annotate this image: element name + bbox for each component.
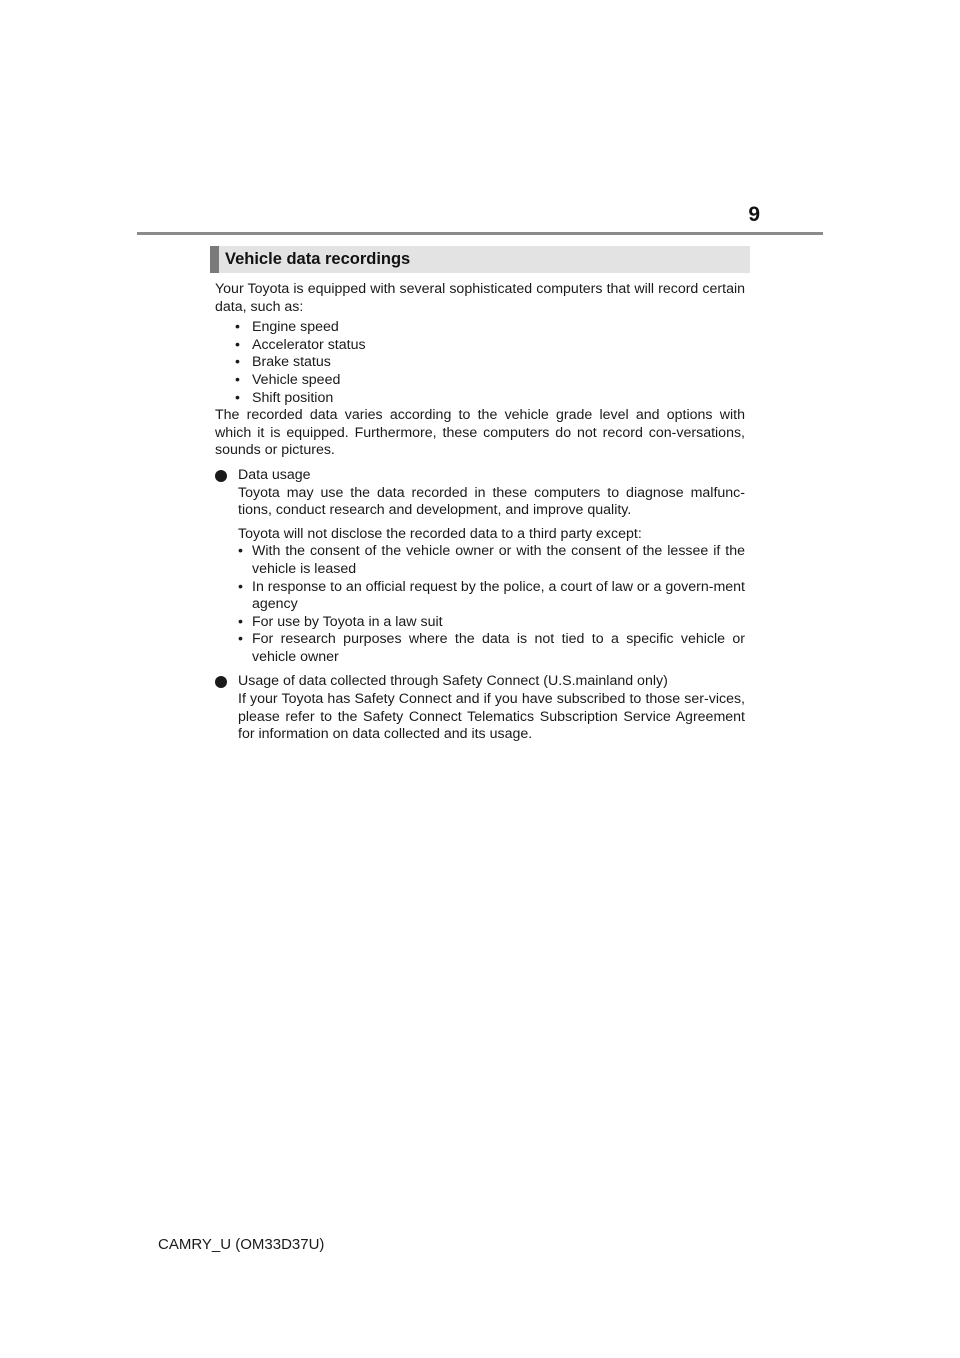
header-rule bbox=[137, 232, 823, 235]
footer-code: CAMRY_U (OM33D37U) bbox=[158, 1236, 325, 1253]
list-item: • Shift position bbox=[235, 390, 745, 408]
bullet-circle-icon bbox=[215, 676, 227, 688]
varies-paragraph: The recorded data varies according to the vehicle grade level and options with which it is equipped. Furthermore, these computers do not record con-versations, sounds or pictures. bbox=[215, 407, 745, 459]
safety-connect-section bbox=[215, 673, 745, 743]
page-number: 9 bbox=[748, 203, 760, 226]
list-item: • Accelerator status bbox=[235, 337, 745, 355]
section-heading bbox=[210, 246, 750, 273]
list-item: • With the consent of the vehicle owner or with the consent of the lessee if the vehicle is leased bbox=[238, 543, 745, 578]
data-usage-title: Data usage bbox=[238, 466, 311, 483]
data-usage-section bbox=[215, 467, 745, 667]
list-item: • For research purposes where the data is not tied to a specific vehicle or vehicle owner bbox=[238, 631, 745, 666]
exceptions-list bbox=[238, 543, 745, 666]
recorded-items-list bbox=[235, 319, 745, 407]
page-body bbox=[215, 281, 745, 744]
bullet-circle-icon bbox=[215, 470, 227, 482]
intro-paragraph: Your Toyota is equipped with several sophisticated computers that will record certain data, such as: bbox=[215, 281, 745, 315]
safety-connect-title: Usage of data collected through Safety Connect (U.S.mainland only) bbox=[238, 673, 668, 690]
data-usage-paragraph: Toyota may use the data recorded in these computers to diagnose malfunc-tions, conduct research and development, and improve quality. bbox=[238, 484, 745, 519]
list-item: • In response to an official request by the police, a court of law or a govern-ment agency bbox=[238, 579, 745, 614]
list-item: • Brake status bbox=[235, 354, 745, 372]
section-heading-text: Vehicle data recordings bbox=[225, 250, 411, 268]
list-item: • Engine speed bbox=[235, 319, 745, 337]
list-item: • Vehicle speed bbox=[235, 372, 745, 390]
safety-connect-paragraph: If your Toyota has Safety Connect and if you have subscribed to those ser-vices, please refer to the Safety Connect Telematics Subscription Service Agreement for information on data collected and its usage. bbox=[238, 691, 745, 743]
disclosure-paragraph: Toyota will not disclose the recorded data to a third party except: bbox=[238, 525, 642, 542]
list-item: • For use by Toyota in a law suit bbox=[238, 614, 745, 632]
